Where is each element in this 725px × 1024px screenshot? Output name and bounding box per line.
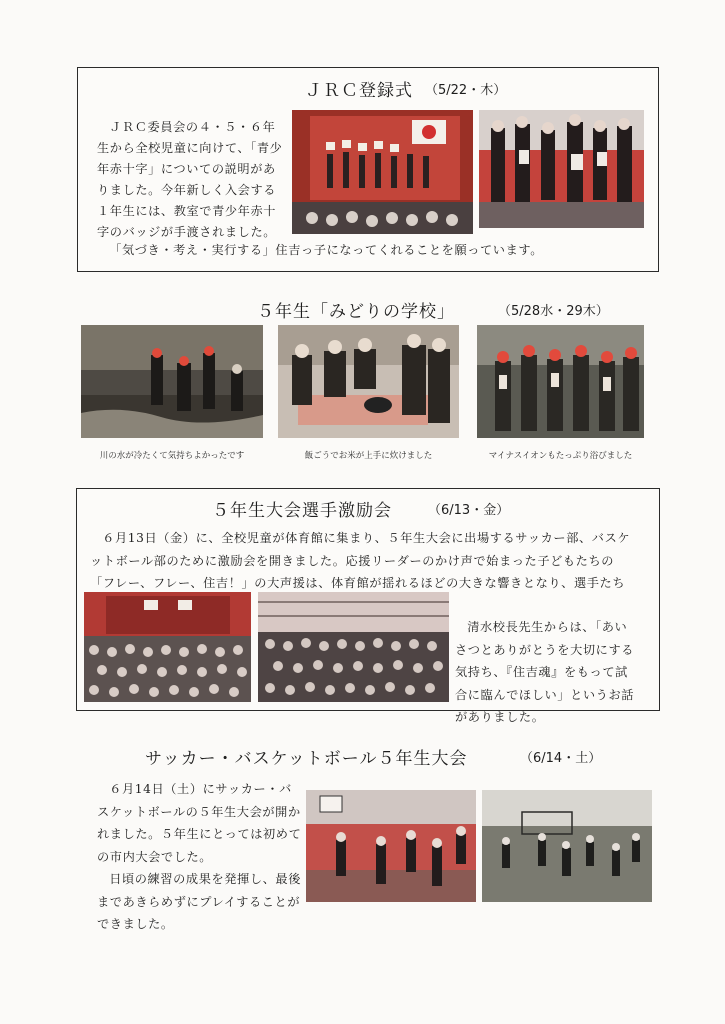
jrc-closing: [97, 240, 657, 261]
midori-title: ５年生「みどりの学校」: [257, 302, 455, 322]
taikai-basketball-photo: [306, 790, 476, 902]
midori-river-photo: [81, 325, 263, 438]
taikai-date: （6/14・土）: [520, 751, 602, 766]
jrc-body: [97, 117, 287, 243]
midori-date: （5/28水・29木）: [498, 304, 609, 319]
gekirei-date: （6/13・金）: [428, 503, 510, 518]
midori-caption-1: 川の水が冷たくて気持ちよかったです: [99, 451, 245, 461]
gekirei-body-2: [455, 616, 637, 729]
jrc-date: （5/22・木）: [425, 83, 507, 98]
jrc-paragraph-2: 「気づき・考え・実行する」住吉っ子になってくれることを願っています。: [109, 243, 543, 257]
midori-caption-2: 飯ごうでお米が上手に炊けました: [304, 451, 433, 461]
midori-caption-3: マイナスイオンもたっぷり浴びました: [488, 451, 633, 461]
taikai-paragraph-2: 日頃の練習の成果を発揮し、最後まであきらめずにプレイすることができました。: [97, 872, 301, 931]
taikai-title: サッカー・バスケットボール５年生大会: [145, 749, 468, 769]
gekirei-gym-crowd-photo: [258, 592, 449, 702]
midori-forest-photo: [477, 325, 644, 438]
jrc-classroom-photo: [479, 110, 644, 228]
taikai-paragraph-1: ６月14日（土）にサッカー・バスケットボールの５年生大会が開かれました。５年生にとっては初めての市内大会でした。: [97, 782, 302, 864]
midori-cooking-photo: [278, 325, 459, 438]
gekirei-paragraph-2: 清水校長先生からは、「あいさつとありがとうを大切にする気持ち、『住吉魂』をもって試合に臨んでほしい」というお話がありました。: [455, 620, 635, 724]
taikai-soccer-photo: [482, 790, 652, 902]
gekirei-gym-stage-photo: [84, 592, 251, 702]
gekirei-paragraph-1-text: ６月13日（金）に、全校児童が体育館に集まり、５年生大会に出場するサッカー部、バスケットボール部のために激励会を開きました。応援リーダーのかけ声で始まった子どもたちの「フレー、フレー、住吉！」の大声援は、体育館が揺れるほどの大きな響きとなり、選手たち: [90, 531, 631, 590]
jrc-paragraph-1: ＪＲＣ委員会の４・５・６年生から全校児童に向けて、「青少年赤十字」についての説明がありました。今年新しく入会する１年生には、教室で青少年赤十字のバッジが手渡されました。: [97, 120, 283, 239]
gekirei-title: ５年生大会選手激励会: [212, 501, 392, 521]
jrc-title: ＪＲＣ登録式: [305, 81, 413, 101]
jrc-stage-photo: [292, 110, 473, 234]
taikai-body: [97, 778, 302, 936]
